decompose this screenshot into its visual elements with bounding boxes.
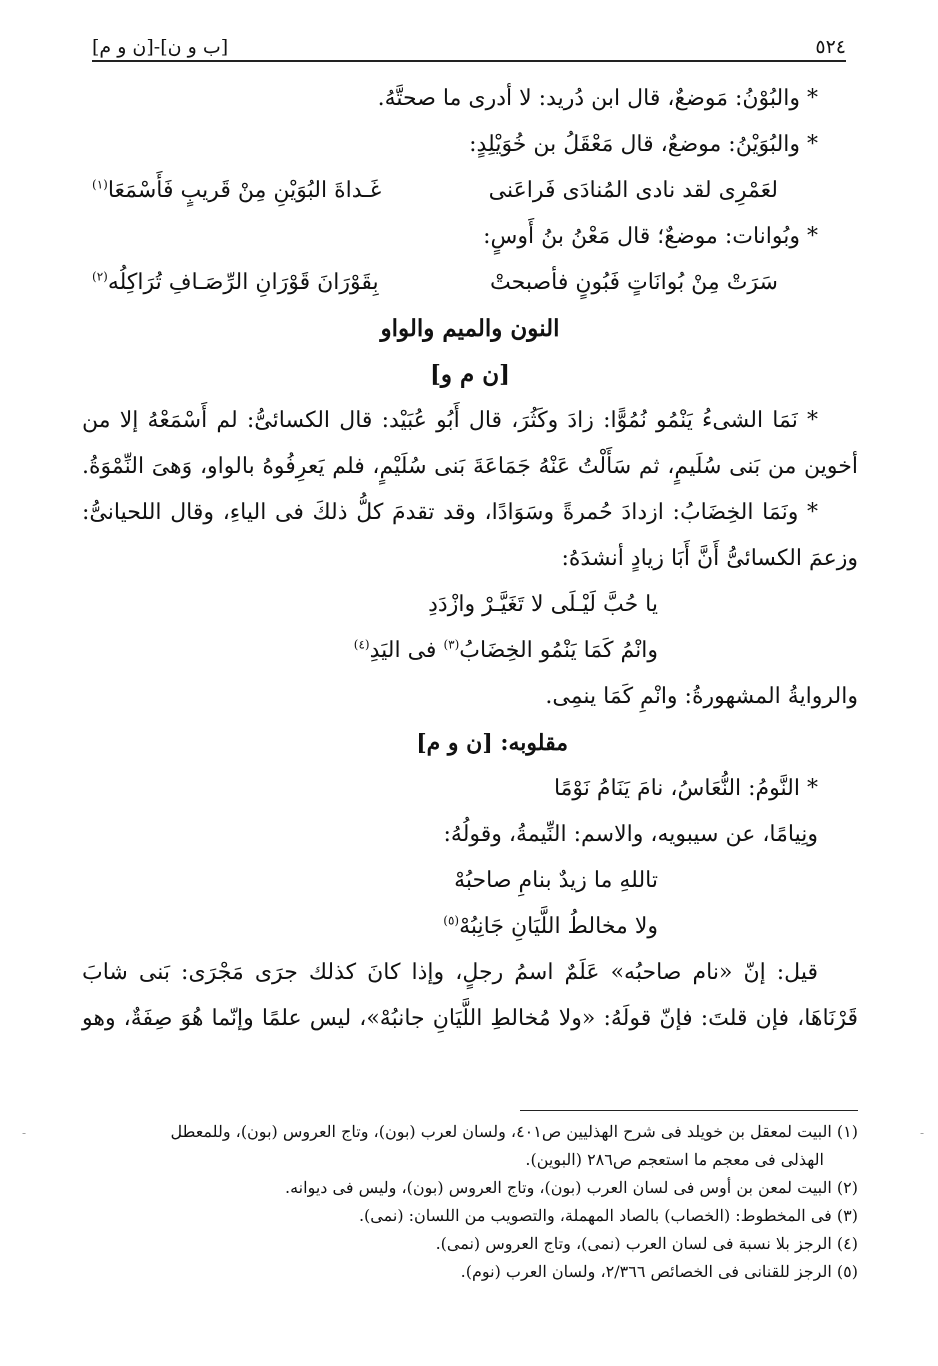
footnotes	[80, 1118, 858, 1286]
main-text	[82, 76, 858, 1042]
footnote: (٢) البيت لمعن بن أوس فى لسان العرب (بون)، وتاج العروس (بون)، وليس فى ديوانه.	[285, 1178, 858, 1197]
scan-mark-right: -	[919, 1126, 924, 1140]
rajaz-line	[82, 628, 858, 674]
root-heading: مقلوبه: [ن و م]	[416, 730, 568, 756]
footnote-ref: (٥)	[443, 913, 460, 928]
footnote-ref: (٤)	[353, 637, 370, 652]
running-title: [ب و ن]-[ن و م]	[92, 36, 229, 58]
paragraph-line: * نَمَا الشىءُ يَنْمُو نُمُوًّا: زادَ وكَثُرَ، قال أَبُو عُبَيْد: قال الكسائىُّ: لم أَسْمَعْهُ إلا من	[82, 408, 818, 433]
scan-mark-left: -	[22, 1126, 27, 1140]
verse-hemistich-left	[92, 260, 379, 306]
rajaz-text: ولا مخالطُ اللَّيَانِ جَانِبُهْ	[459, 914, 658, 939]
verse-hemistich-right: لعَمْرِى لقد نادى المُنادَى فَراعَنى	[488, 178, 778, 203]
page-number: ٥٢٤	[815, 36, 846, 58]
entry-line: * النَّومُ: النُّعَاسُ، نامَ يَنَامُ نَوْمًا	[553, 776, 818, 801]
paragraph-line: أخوين من بَنى سُلَيمٍ، ثم سَأَلْتُ عَنْهُ جَمَاعَةَ بَنى سُلَيْمٍ، فلم يَعرِفُوهُ بالواو، وَهىَ النِّمْوَةُ.	[82, 454, 858, 479]
verse-line	[82, 168, 858, 214]
verse-line	[82, 260, 858, 306]
footnote: (١) البيت لمعقل بن خويلد فى شرح الهذليين ص٤٠١، ولسان لعرب (بون)، وتاج العروس (بون)، وللمعطل	[170, 1122, 858, 1141]
footnote-ref: (٣)	[443, 637, 460, 652]
paragraph-line: قيل: إنّ «نام صاحبُه» عَلَمٌ اسمُ رجلٍ، وإذا كانَ كذلك جرَى مَجْرَى: بَنى شابَ	[82, 960, 818, 985]
header-rule	[92, 60, 846, 62]
entry-line: * والبُوَيْنُ: موضعٌ، قال مَعْقَلُ بن خُوَيْلِدٍ:	[469, 132, 818, 157]
footnote: (٥) الرجز للقنانى فى الخصائص ٢/٣٦٦، ولسان العرب (نوم).	[460, 1262, 858, 1281]
footnote-ref: (١)	[92, 177, 108, 192]
paragraph-line: قَرْنَاهَا، فإن قلتَ: فإنّ قولَهُ: «ولا مُخالطِ اللَّيَانِ جانبُهْ»، ليس علمًا وإنّما هُوَ صِفَةٌ، وهو	[82, 1006, 858, 1031]
paragraph-line: والروايةُ المشهورةُ: وانْمِ كَمَا ينمِى.	[545, 684, 858, 709]
rajaz-line	[82, 904, 858, 950]
paragraph-line: وزعمَ الكسائىُّ أَنَّ أَبَا زيادٍ أنشدَهُ:	[561, 546, 858, 571]
page-header	[92, 28, 846, 58]
section-heading: النون والميم والواو	[380, 315, 560, 342]
footnote: (٤) الرجز بلا نسبة فى لسان العرب (نمى)، وتاج العروس (نمى).	[435, 1234, 858, 1253]
footnote-ref: (٢)	[92, 269, 108, 284]
rajaz-text: فى اليَدِ	[369, 638, 444, 663]
verse-hemistich-left	[92, 168, 381, 214]
footnote: (٣) فى المخطوط: (الخصاب) بالصاد المهملة، والتصويب من اللسان: (نمى).	[358, 1206, 858, 1225]
rajaz-line: يا حُبَّ لَيْـلَى لا تَغَيَّـرْ وازْدَدِ	[428, 592, 658, 617]
footnote-rule	[520, 1110, 858, 1111]
entry-line: * والبُوْنُ: مَوضعٌ، قال ابن دُريد: لا أدرى ما صحتَّهُ.	[377, 86, 818, 111]
rajaz-text: وانْمُ كَمَا يَنْمُو الخِضَابُ	[459, 638, 658, 663]
entry-line: * وبُوانات: موضعٌ؛ قال مَعْنُ بنُ أَوسٍ:	[483, 224, 818, 249]
rajaz-line: تاللهِ ما زيدٌ بنامِ صاحبُهْ	[454, 868, 658, 893]
verse-hemistich-right: سَرَتْ مِنْ بُوانَاتٍ فَبُونٍ فأصبحتْ	[490, 270, 778, 295]
paragraph-line: * ونَمَا الخِضَابُ: ازدادَ حُمرةً وسَوَادًا، وقد تقدمَ كلُّ ذلكَ فى الياءِ، وقال اللحيانىُّ:	[82, 500, 818, 525]
verse-text: بِقَوْرَانَ قَوْرَانِ الرِّصَـافِ تُرَاكِلُه	[107, 270, 379, 295]
paragraph-line: ونِيامًا، عن سيبويه، والاسم: النِّيمةُ، وقولُهُ:	[443, 822, 818, 847]
root-heading: [ن م و]	[429, 361, 511, 388]
footnote-continuation: الهذلى فى معجم ما استعجم ص٢٨٦ (البوين).	[525, 1150, 824, 1169]
verse-text: غَـداةَ البُوَيْنِ مِنْ قَريبٍ فَأَسْمَعَا	[107, 178, 382, 203]
